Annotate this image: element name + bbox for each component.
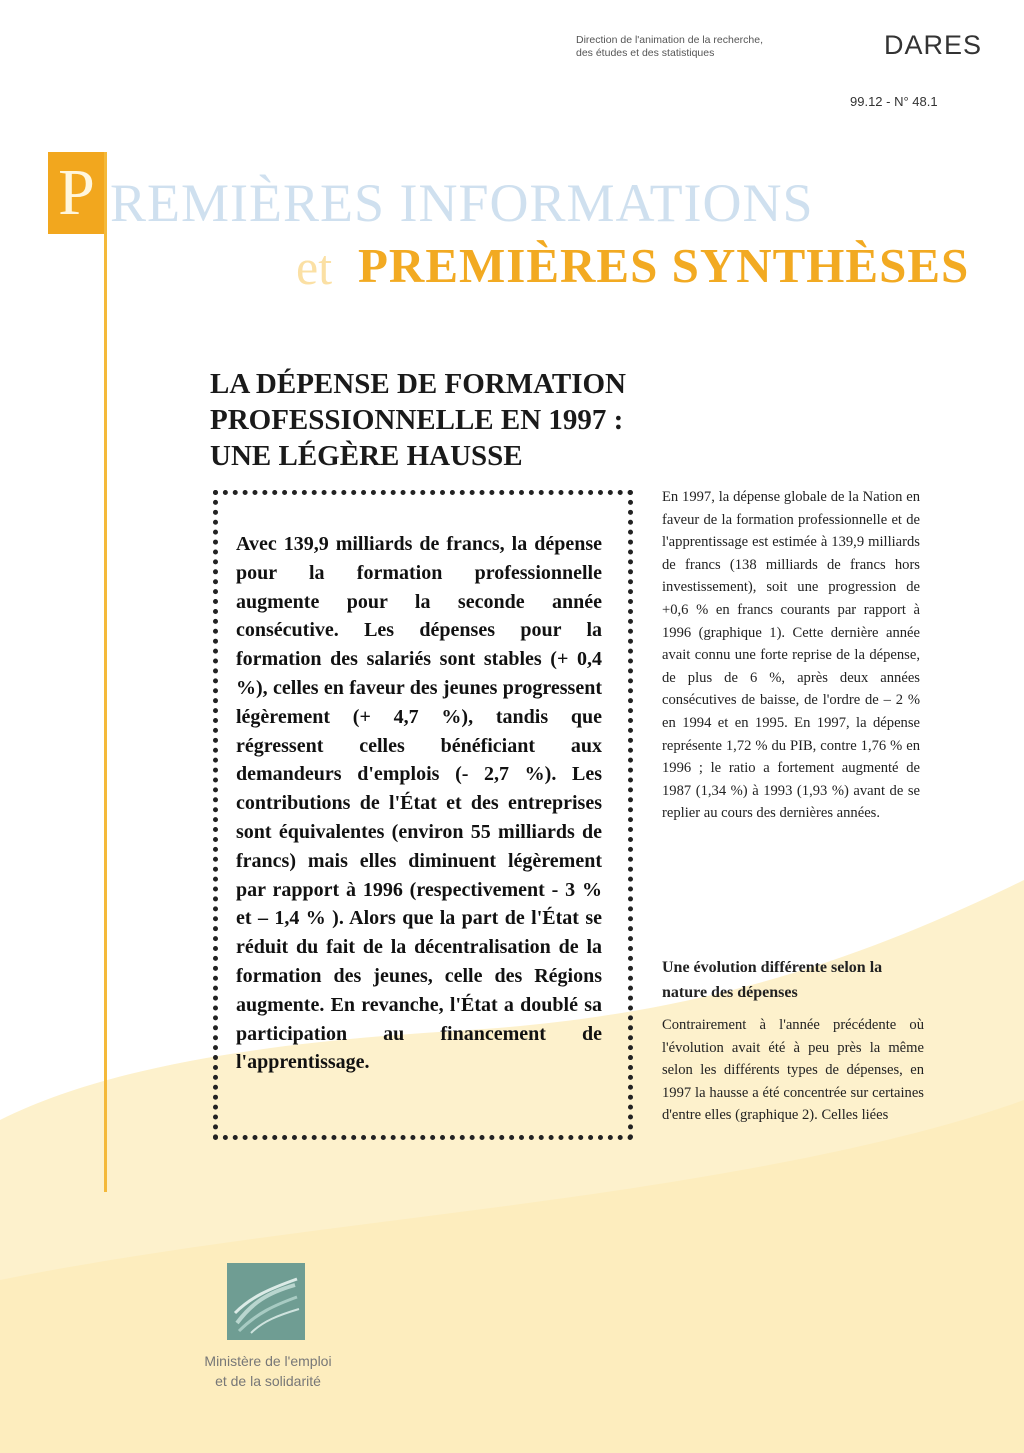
directorate-line1: Direction de l'animation de la recherche, xyxy=(576,34,764,46)
ministry-name-line1: Ministère de l'emploi xyxy=(204,1353,332,1369)
dares-label: DARES xyxy=(884,30,983,60)
section-subheading: Une évolution différente selon la nature des dépenses xyxy=(662,959,883,1001)
article-title-line1: LA DÉPENSE DE FORMATION xyxy=(210,368,626,400)
article-title-line3: UNE LÉGÈRE HAUSSE xyxy=(210,440,523,472)
article-title xyxy=(210,366,680,474)
body-paragraph-2: Contrairement à l'année précédente où l'évolution avait été à peu près la même selon les différents types de dépenses, en 1997 la hausse a été concentrée sur certaines d'entre elles (graphique 2). Celles liées xyxy=(662,1017,924,1124)
article-title-line2: PROFESSIONNELLE EN 1997 : xyxy=(210,404,624,436)
issue-number: 99.12 - N° 48.1 xyxy=(850,94,938,109)
ministry-logo-icon xyxy=(227,1263,305,1340)
directorate-line2: des études et des statistiques xyxy=(576,47,715,59)
summary-text: Avec 139,9 milliards de francs, la dépense pour la formation professionnelle augmente pour la seconde année consécutive. Les dépenses pour la formation des salariés sont stables (+ 0,4 %), celles en faveur des jeunes progressent légèrement (+ 4,7 %), tandis que régressent celles bénéficiant aux demandeurs d'emplois (- 2,7 %). Les contributions de l'État et des entreprises sont équivalentes (environ 55 milliards de francs) mais elles diminuent légèrement par rapport à 1996 (respectivement - 3 % et – 1,4 % ). Alors que la part de l'État se réduit du fait de la décentralisation de la formation des jeunes, celle des Régions augmente. En revanche, l'État a doublé sa participation au financement de l'apprentissage. xyxy=(236,533,602,1074)
header-directorate xyxy=(576,34,826,60)
vertical-rule xyxy=(104,152,107,1192)
logo-letter: P xyxy=(58,156,95,229)
ministry-name xyxy=(168,1351,368,1391)
ministry-name-line2: et de la solidarité xyxy=(215,1373,321,1389)
masthead-et: et xyxy=(296,239,333,295)
masthead-line2: PREMIÈRES SYNTHÈSES xyxy=(358,238,970,293)
masthead-line1: REMIÈRES INFORMATIONS xyxy=(110,173,814,233)
body-paragraph-1: En 1997, la dépense globale de la Nation en faveur de la formation professionnelle et de l'apprentissage est estimée à 139,9 milliards de francs (138 milliards de francs hors investissement), soit une progression de +0,6 % en francs courants par rapport à 1996 (graphique 1). Cette dernière année avait connu une forte reprise de la dépense, de plus de 6 %, après deux années consécutives de baisse, de l'ordre de – 2 % en 1994 et en 1995. En 1997, la dépense représente 1,72 % du PIB, contre 1,76 % en 1996 ; le ratio a fortement augmenté de 1987 (1,34 %) à 1993 (1,93 %) avant de se replier au cours des dernières années. xyxy=(662,489,920,822)
